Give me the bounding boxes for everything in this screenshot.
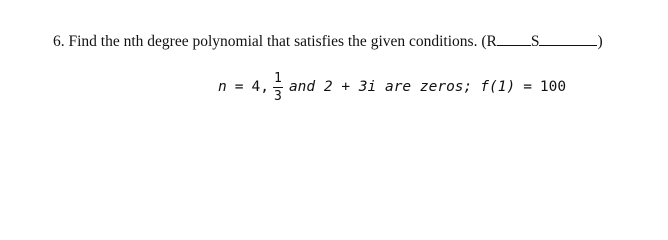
fraction-numerator: 1	[274, 70, 282, 86]
r-blank	[497, 33, 531, 46]
problem-text: Find the nth degree polynomial that satisfies the given conditions.	[68, 33, 478, 50]
s-blank	[539, 33, 597, 46]
n-variable: n	[218, 79, 227, 95]
function-value: 100	[539, 79, 567, 95]
r-label: (R	[481, 33, 497, 50]
zeros-text: and 2 + 3i are zeros;	[288, 79, 473, 95]
fraction-denominator: 3	[274, 88, 282, 104]
problem-number: 6.	[53, 33, 65, 50]
function-equals-sign: =	[523, 79, 532, 95]
n-value: 4,	[251, 79, 269, 95]
s-label: S	[530, 33, 540, 50]
problem-statement-line	[53, 33, 603, 51]
conditions-math-line	[218, 67, 566, 107]
close-paren: )	[597, 33, 603, 50]
equals-sign: =	[234, 79, 244, 95]
fraction-one-third	[273, 72, 283, 103]
function-expression: f(1)	[480, 79, 516, 95]
